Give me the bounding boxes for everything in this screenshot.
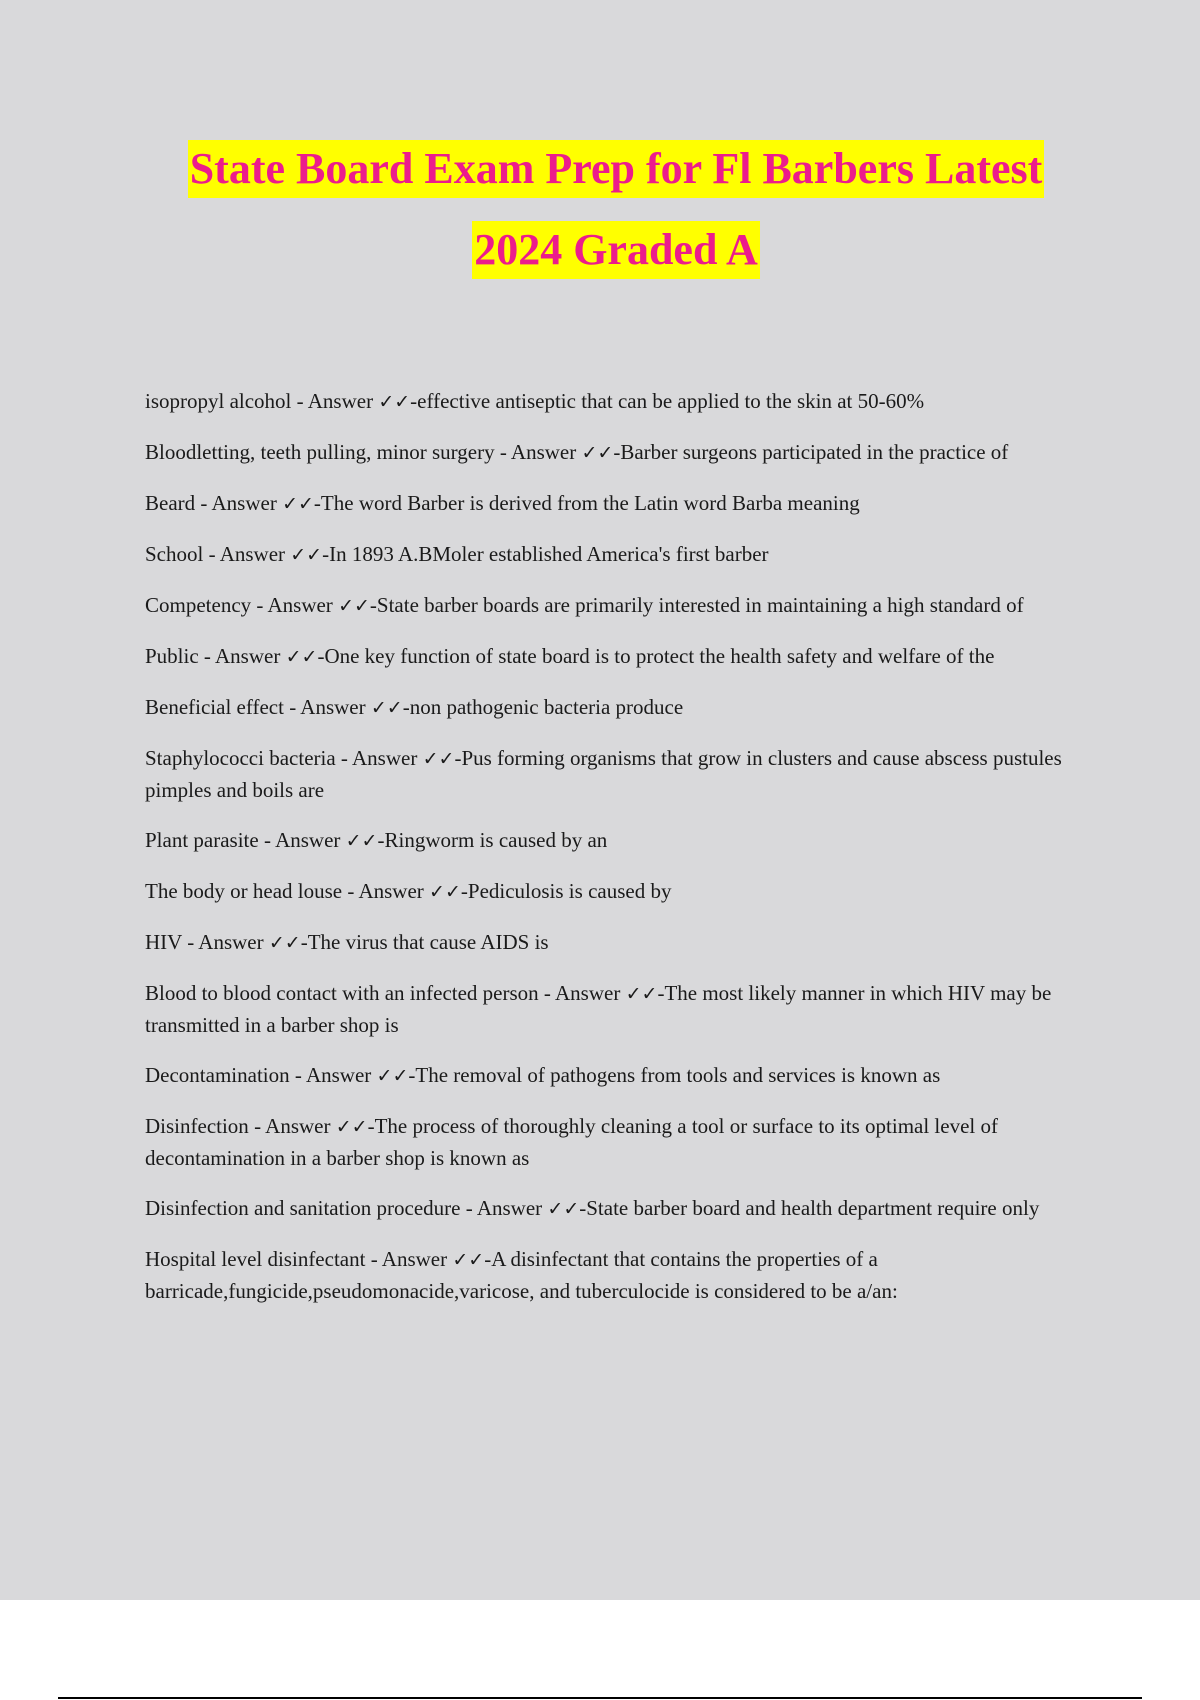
qa-term: Beard — [145, 491, 196, 515]
qa-item: Disinfection - Answer ✓✓-The process of thoroughly cleaning a tool or surface to its optimal level of decontamination in a barber shop is known as — [145, 1114, 998, 1170]
double-check-icon: ✓✓ — [285, 646, 318, 668]
question-answer-list — [145, 386, 1080, 1326]
double-check-icon: ✓✓ — [282, 493, 314, 515]
qa-term: Bloodletting, teeth pulling, minor surgery — [145, 440, 495, 464]
answer-label: Answer — [300, 695, 366, 719]
qa-item: Staphylococci bacteria - Answer ✓✓-Pus forming organisms that grow in clusters and cause abscess pustules pimples and boils are — [145, 746, 1062, 802]
qa-definition: effective antiseptic that can be applied to the skin at 50-60% — [417, 389, 925, 413]
double-check-icon: ✓✓ — [376, 1065, 409, 1087]
qa-definition: A disinfectant that contains the properties of a barricade,fungicide,pseudomonacide,varicose, and tuberculocide is considered to be a/an: — [145, 1247, 898, 1303]
qa-definition: Pediculosis is caused by — [467, 879, 672, 903]
qa-term: The body or head louse — [145, 879, 343, 903]
double-check-icon: ✓✓ — [370, 697, 403, 719]
qa-term: Decontamination — [145, 1063, 290, 1087]
double-check-icon: ✓✓ — [422, 748, 455, 770]
qa-term: Blood to blood contact with an infected person — [145, 981, 539, 1005]
qa-term: isopropyl alcohol — [145, 389, 292, 413]
qa-item: Beard - Answer ✓✓-The word Barber is derived from the Latin word Barba meaning — [145, 491, 860, 515]
double-check-icon: ✓✓ — [452, 1249, 485, 1271]
qa-term: Disinfection and sanitation procedure — [145, 1196, 461, 1220]
answer-label: Answer — [555, 981, 621, 1005]
answer-label: Answer — [275, 828, 341, 852]
answer-label: Answer — [211, 491, 277, 515]
qa-item: Plant parasite - Answer ✓✓-Ringworm is caused by an — [145, 828, 608, 852]
double-check-icon: ✓✓ — [581, 442, 614, 464]
qa-item: Bloodletting, teeth pulling, minor surgery - Answer ✓✓-Barber surgeons participated in the practice of — [145, 440, 1009, 464]
title-line-1: State Board Exam Prep for Fl Barbers Latest — [188, 140, 1045, 198]
answer-label: Answer — [381, 1247, 448, 1271]
answer-label: Answer — [219, 542, 286, 566]
qa-item: Disinfection and sanitation procedure - Answer ✓✓-State barber board and health department require only — [145, 1196, 1040, 1220]
qa-term: Hospital level disinfectant — [145, 1247, 366, 1271]
qa-item: HIV - Answer ✓✓-The virus that cause AIDS is — [145, 930, 549, 954]
double-check-icon: ✓✓ — [625, 983, 658, 1005]
qa-definition: Ringworm is caused by an — [384, 828, 608, 852]
double-check-icon: ✓✓ — [268, 932, 301, 954]
qa-term: Plant parasite — [145, 828, 259, 852]
qa-term: School — [145, 542, 204, 566]
qa-term: Competency — [145, 593, 252, 617]
qa-item: Beneficial effect - Answer ✓✓-non pathogenic bacteria produce — [145, 695, 684, 719]
qa-item: isopropyl alcohol - Answer ✓✓-effective antiseptic that can be applied to the skin at 50-60% — [145, 389, 925, 413]
qa-item: Blood to blood contact with an infected person - Answer ✓✓-The most likely manner in which HIV may be transmitted in a barber shop is — [145, 981, 1052, 1037]
qa-item: Decontamination - Answer ✓✓-The removal of pathogens from tools and services is known as — [145, 1063, 941, 1087]
qa-definition: State barber board and health department require only — [586, 1196, 1040, 1220]
answer-label: Answer — [510, 440, 577, 464]
qa-term: HIV — [145, 930, 182, 954]
double-check-icon: ✓✓ — [429, 881, 461, 903]
qa-definition: The most likely manner in which HIV may be transmitted in a barber shop is — [145, 981, 1052, 1037]
qa-definition: State barber boards are primarily interested in maintaining a high standard of — [376, 593, 1024, 617]
double-check-icon: ✓✓ — [547, 1198, 580, 1220]
qa-item: School - Answer ✓✓-In 1893 A.BMoler established America's first barber — [145, 542, 769, 566]
qa-item: Hospital level disinfectant - Answer ✓✓-A disinfectant that contains the properties of a barricade,fungicide,pseudomonacide,varicose, and tuberculocide is considered to be a/an: — [145, 1247, 898, 1303]
answer-label: Answer — [215, 644, 281, 668]
answer-label: Answer — [265, 1114, 331, 1138]
double-check-icon: ✓✓ — [345, 830, 378, 852]
qa-definition: Barber surgeons participated in the practice of — [620, 440, 1009, 464]
qa-definition: The virus that cause AIDS is — [307, 930, 549, 954]
qa-definition: The removal of pathogens from tools and services is known as — [415, 1063, 941, 1087]
answer-label: Answer — [307, 389, 374, 413]
qa-definition: One key function of state board is to protect the health safety and welfare of the — [324, 644, 995, 668]
qa-term: Staphylococci bacteria — [145, 746, 336, 770]
qa-item: Public - Answer ✓✓-One key function of state board is to protect the health safety and welfare of the — [145, 644, 995, 668]
qa-item: Competency - Answer ✓✓-State barber boards are primarily interested in maintaining a high standard of — [145, 593, 1024, 617]
qa-item: The body or head louse - Answer ✓✓-Pediculosis is caused by — [145, 879, 672, 903]
answer-label: Answer — [305, 1063, 372, 1087]
page-divider — [58, 1697, 1142, 1699]
document-title — [0, 140, 1200, 279]
qa-definition: In 1893 A.BMoler established America's first barber — [329, 542, 769, 566]
qa-term: Public — [145, 644, 199, 668]
qa-definition: The process of thoroughly cleaning a tool or surface to its optimal level of decontamination in a barber shop is known as — [145, 1114, 998, 1170]
qa-definition: The word Barber is derived from the Latin word Barba meaning — [320, 491, 860, 515]
answer-label: Answer — [198, 930, 264, 954]
double-check-icon: ✓✓ — [290, 544, 323, 566]
answer-label: Answer — [476, 1196, 543, 1220]
qa-definition: non pathogenic bacteria produce — [409, 695, 684, 719]
qa-term: Disinfection — [145, 1114, 249, 1138]
title-line-2: 2024 Graded A — [472, 221, 760, 279]
double-check-icon: ✓✓ — [378, 391, 411, 413]
qa-definition: Pus forming organisms that grow in clusters and cause abscess pustules pimples and boils are — [145, 746, 1062, 802]
double-check-icon: ✓✓ — [335, 1116, 368, 1138]
answer-label: Answer — [352, 746, 418, 770]
answer-label: Answer — [267, 593, 333, 617]
answer-label: Answer — [358, 879, 424, 903]
double-check-icon: ✓✓ — [338, 595, 370, 617]
qa-term: Beneficial effect — [145, 695, 284, 719]
